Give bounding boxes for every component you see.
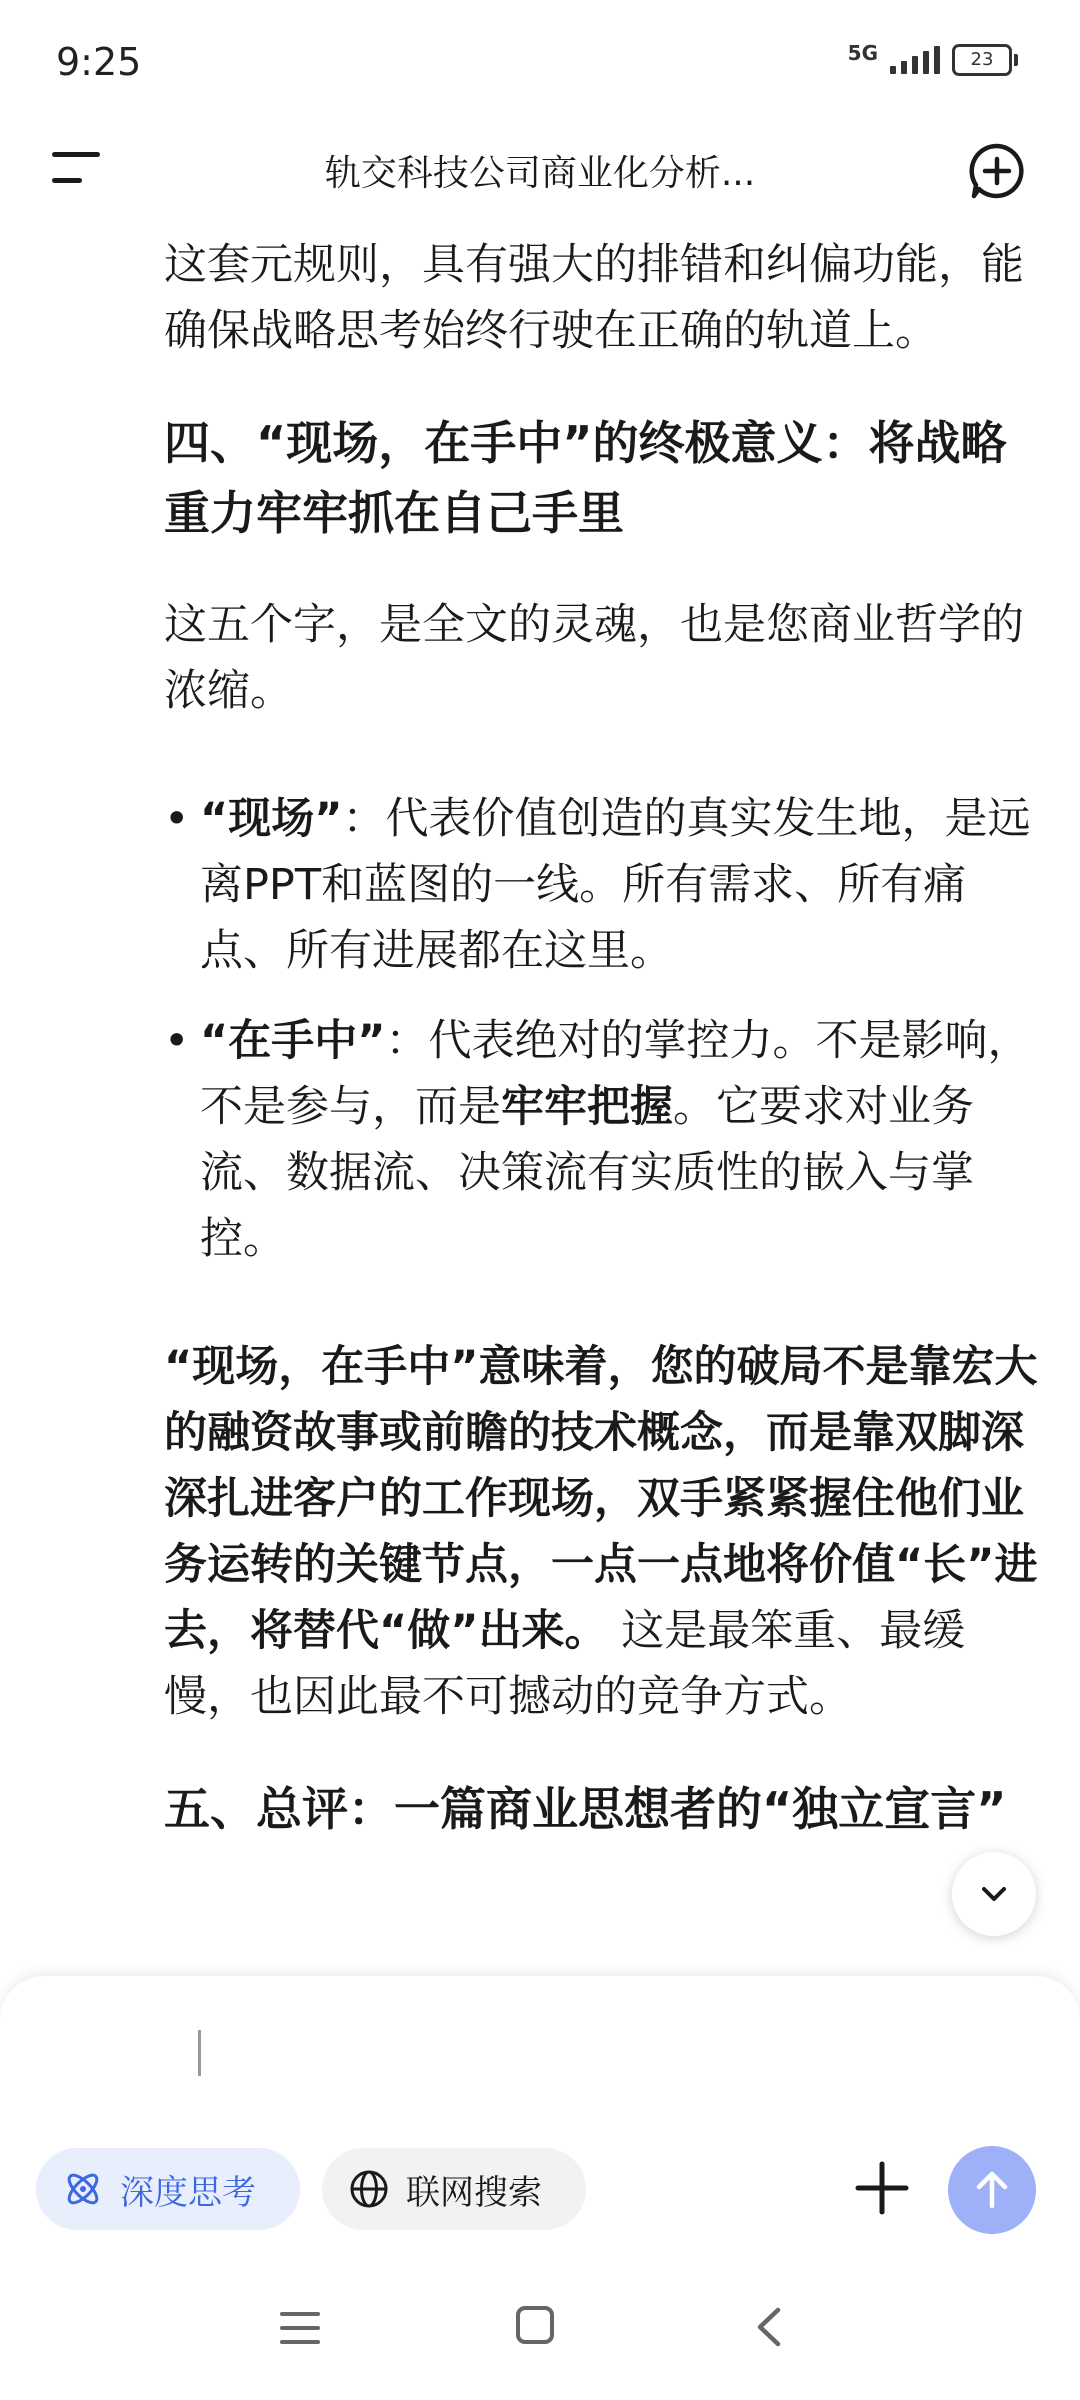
plus-icon (852, 2158, 912, 2218)
bullet-text: ：代表绝对的掌控力。不是影响，不是参与，而是 (200, 1016, 1031, 1132)
status-bar (0, 0, 1080, 120)
battery-level: 23 (970, 49, 994, 70)
nav-back-button[interactable] (754, 2306, 784, 2352)
deep-think-toggle[interactable] (36, 2148, 300, 2230)
paragraph: 这套元规则，具有强大的排错和纠偏功能，能确保战略思考始终行驶在正确的轨道上。 (164, 240, 1024, 356)
atom-icon (62, 2168, 104, 2210)
network-type: 5G (847, 41, 878, 65)
web-search-label: 联网搜索 (406, 2172, 542, 2213)
normal-text: 这是最笨重、最缓慢，也因此最不可撼动的竞争方式。 (164, 1606, 966, 1722)
deep-think-label: 深度思考 (120, 2172, 256, 2213)
add-attachment-button[interactable] (852, 2158, 912, 2218)
paragraph (164, 1334, 1044, 1730)
globe-icon (348, 2168, 390, 2210)
bullet-term: “现场” (200, 794, 343, 844)
menu-lines-icon (280, 2310, 320, 2346)
arrow-up-icon (970, 2168, 1014, 2212)
nav-recents-button[interactable] (280, 2310, 320, 2350)
bullet-text: ：代表价值创造的真实发生地，是远离PPT和蓝图的一线。所有需求、所有痛点、所有进展都在这里。 (200, 794, 1031, 976)
assistant-message (164, 232, 1044, 1844)
scroll-to-bottom-button[interactable] (952, 1852, 1036, 1936)
signal-icon (890, 46, 940, 74)
nav-home-button[interactable] (516, 2306, 554, 2344)
text-caret (198, 2030, 201, 2076)
bold-text: “现场，在手中”意味着，您的破局不是靠宏大的融资故事或前瞻的技术概念，而是靠双脚深深扎进客户的工作现场，双手紧紧握住他们业务运转的关键节点，一点一点地将价值“长”进去，将替代“做”出来。 (164, 1342, 1038, 1656)
page-title: 轨交科技公司商业化分析... (324, 153, 756, 194)
bullet-emphasis: 牢牢把握 (501, 1082, 673, 1132)
web-search-toggle[interactable] (322, 2148, 586, 2230)
bullet-text: 。它要求对业务流、数据流、决策流有实质性的嵌入与掌控。 (200, 1082, 974, 1264)
back-icon (754, 2306, 784, 2348)
send-button[interactable] (948, 2146, 1036, 2234)
status-time: 9:25 (56, 40, 142, 84)
section-heading-5: 五、总评：一篇商业思想者的“独立宣言” (164, 1782, 1007, 1836)
list-item (164, 786, 1044, 984)
list-item (164, 1008, 1044, 1272)
bullet-list (164, 786, 1044, 1272)
paragraph: 这五个字，是全文的灵魂，也是您商业哲学的浓缩。 (164, 600, 1024, 716)
bullet-term: “在手中” (200, 1016, 386, 1066)
status-icons (847, 41, 1012, 76)
section-heading-4: 四、“现场，在手中”的终极意义：将战略重力牢牢抓在自己手里 (164, 416, 1007, 540)
chevron-down-icon (976, 1876, 1012, 1912)
menu-icon[interactable] (52, 152, 100, 192)
battery-icon (952, 44, 1012, 76)
new-chat-icon[interactable] (968, 142, 1026, 200)
